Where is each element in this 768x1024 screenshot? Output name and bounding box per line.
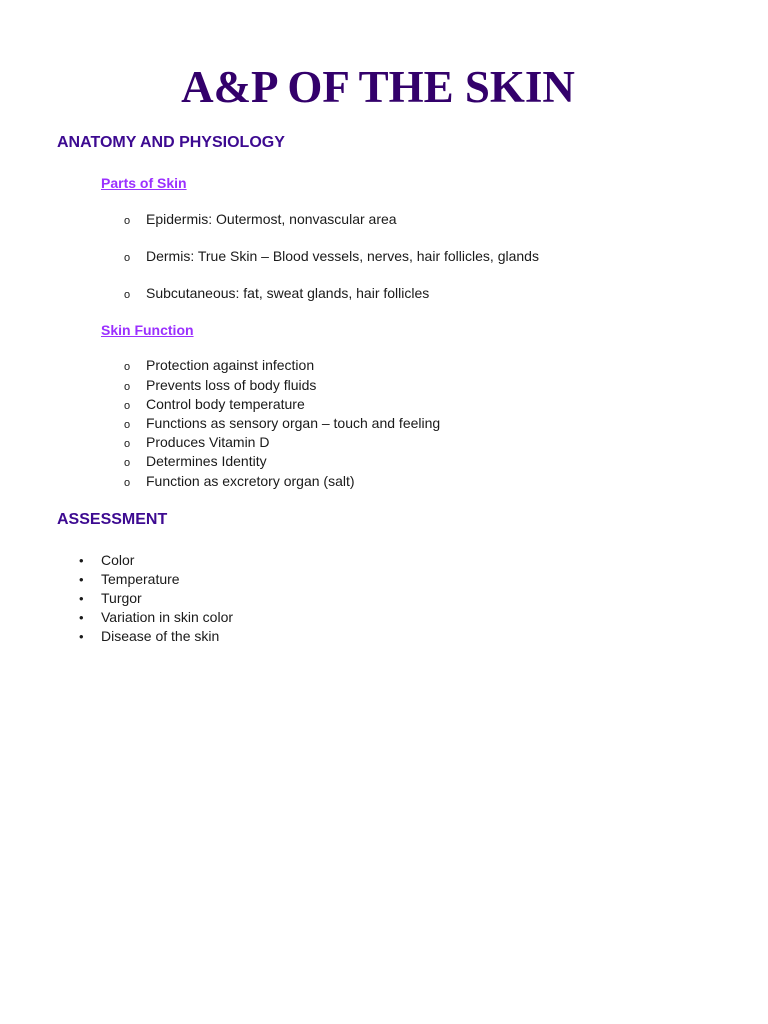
list-item [79, 589, 142, 608]
bullet-marker: • [79, 553, 84, 568]
list-item-text: Prevents loss of body fluids [146, 377, 317, 393]
document-title: A&P OF THE SKIN [181, 62, 575, 112]
list-item-text: Produces Vitamin D [146, 434, 270, 450]
sub-bullet-marker: o [124, 477, 131, 489]
sub-bullet-marker: o [124, 419, 131, 431]
list-item-text: Temperature [101, 571, 180, 587]
list-item [79, 627, 219, 646]
sub-bullet-marker: o [124, 438, 131, 450]
sub-bullet-marker: o [124, 361, 131, 373]
list-item-text: Control body temperature [146, 396, 305, 412]
list-item-text: Protection against infection [146, 357, 315, 373]
sub-bullet-marker: o [124, 400, 131, 412]
sub-bullet-marker: o [124, 289, 131, 301]
sub-bullet-marker: o [124, 215, 131, 227]
sub-bullet-marker: o [124, 252, 131, 264]
section-heading-assessment: ASSESSMENT [57, 511, 168, 528]
sub-bullet-marker: o [124, 457, 131, 469]
section-heading-anatomy: ANATOMY AND PHYSIOLOGY [57, 134, 285, 151]
list-item-text: Functions as sensory organ – touch and feeling [146, 415, 441, 431]
bullet-marker: • [79, 591, 84, 606]
list-item-text: Subcutaneous: fat, sweat glands, hair follicles [146, 285, 430, 301]
list-item [124, 284, 429, 304]
list-item-text: Variation in skin color [101, 609, 234, 625]
bullet-marker: • [79, 572, 84, 587]
list-item-text: Determines Identity [146, 453, 267, 469]
list-item [124, 395, 305, 415]
list-item-text: Function as excretory organ (salt) [146, 473, 355, 489]
list-item [124, 414, 440, 434]
list-item [79, 570, 180, 589]
bullet-marker: • [79, 629, 84, 644]
list-item-text: Epidermis: Outermost, nonvascular area [146, 211, 397, 227]
list-item [124, 376, 316, 396]
list-item [124, 452, 267, 472]
sub-bullet-marker: o [124, 381, 131, 393]
list-item [79, 551, 134, 570]
subheading-skin-function: Skin Function [101, 322, 194, 338]
list-item [79, 608, 233, 627]
list-item [124, 472, 355, 492]
bullet-marker: • [79, 610, 84, 625]
list-item-text: Color [101, 552, 135, 568]
subheading-parts-of-skin: Parts of Skin [101, 175, 187, 191]
list-item [124, 433, 269, 453]
list-item-text: Dermis: True Skin – Blood vessels, nerves, hair follicles, glands [146, 248, 539, 264]
list-item-text: Disease of the skin [101, 628, 220, 644]
list-item [124, 247, 539, 267]
list-item-text: Turgor [101, 590, 142, 606]
list-item [124, 210, 397, 230]
list-item [124, 356, 314, 376]
